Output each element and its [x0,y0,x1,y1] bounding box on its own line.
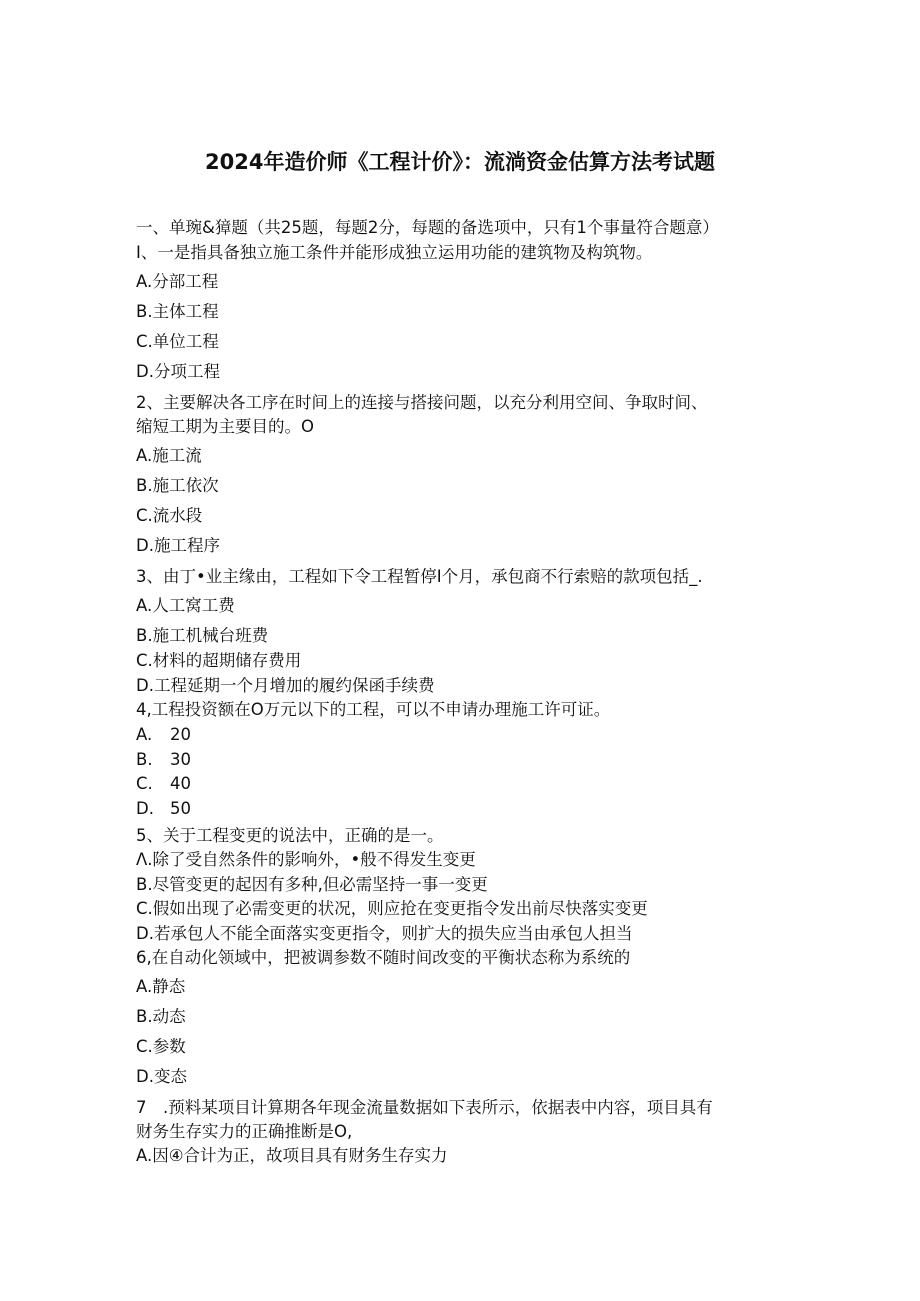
question-2-stem-line-2: 缩短工期为主要目的。O [136,417,314,436]
page-title: 2024年造价师《工程计价》：流淌资金估算方法考试题 [205,150,715,174]
question-4-option-a [136,725,191,745]
question-4-option-b [136,750,191,770]
question-6-option-a: A.静态 [136,977,186,996]
question-6-option-c: C.参数 [136,1037,186,1056]
question-2-stem-line-1: 2、主要解决各工序在时间上的连接与搭接问题，以充分利用空间、争取时间、 [136,393,708,412]
question-1-option-a: A.分部工程 [136,272,219,291]
question-6-option-b: B.动态 [136,1007,186,1026]
question-4-stem: 4,工程投资额在O万元以下的工程，可以不申请办理施工许可证。 [136,700,611,719]
option-value: 30 [170,750,191,769]
question-3-option-b: B.施工机械台班费 [136,626,269,645]
question-5-option-a: Λ.除了受自然条件的影响外，•般不得发生变更 [136,850,476,869]
option-value: 20 [170,725,191,744]
question-3-stem: 3、由丁•业主缘由，工程如下令工程暂停I个月，承包商不行索赔的款项包括_. [136,567,703,586]
question-7-stem-line-2: 财务生存实力的正确推断是O, [136,1122,353,1141]
question-2-option-c: C.流水段 [136,506,203,525]
question-2-option-b: B.施工依次 [136,476,219,495]
question-2-option-a: A.施工流 [136,446,202,465]
question-6-stem: 6,在自动化领域中，把被调参数不随时间改变的平衡状态称为系统的 [136,948,631,967]
question-7-stem-line-1: 7 .预料某项目计算期各年现金流量数据如下表所示，依据表中内容，项目具有 [136,1098,713,1117]
option-value: 50 [170,799,191,818]
question-1-stem: I、一是指具备独立施工条件并能形成独立运用功能的建筑物及构筑物。 [136,243,653,262]
option-value: 40 [170,774,191,793]
question-1-option-b: B.主体工程 [136,302,219,321]
question-5-option-d: D.若承包人不能全面落实变更指令，则扩大的损失应当由承包人担当 [136,924,633,943]
question-1-option-c: C.单位工程 [136,332,219,351]
option-letter: A. [136,725,153,744]
option-letter: B. [136,750,153,769]
question-5-option-c: C.假如出现了必需变更的状况，则应抢在变更指令发出前尽快落实变更 [136,899,648,918]
question-7-option-a: A.因④合计为正，故项目具有财务生存实力 [136,1146,448,1165]
question-4-option-d [136,799,191,819]
question-3-option-d: D.工程延期一个月增加的履约保函手续费 [136,676,435,695]
question-1-option-d: D.分项工程 [136,362,220,381]
question-6-option-d: D.变态 [136,1067,187,1086]
question-3-option-a: A.人工窝工费 [136,596,235,615]
question-2-option-d: D.施工程序 [136,536,220,555]
question-5-stem: 5、关于工程变更的说法中，正确的是一。 [136,826,444,845]
question-4-option-c [136,774,191,794]
option-letter: D. [136,799,154,818]
question-3-option-c: C.材料的超期储存费用 [136,651,302,670]
option-letter: C. [136,774,153,793]
question-5-option-b: B.尽管变更的起因有多种,但必需坚持一事一变更 [136,875,488,894]
section-header: 一、单琬&獐题（共25题，每题2分，每题的备选项中，只有1个事量符合题意） [136,218,719,237]
